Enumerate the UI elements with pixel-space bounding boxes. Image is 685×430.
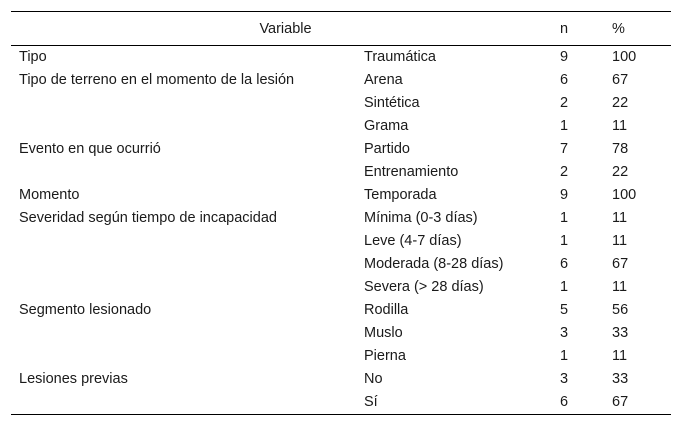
row-category: Pierna: [364, 348, 406, 364]
row-category: Arena: [364, 72, 403, 88]
row-percent: 11: [612, 210, 628, 226]
row-variable: Segmento lesionado: [19, 302, 152, 318]
table-body: [11, 46, 671, 415]
row-category: Sintética: [364, 95, 420, 111]
row-variable: Severidad según tiempo de incapacidad: [19, 210, 277, 226]
table-row: [11, 161, 671, 184]
row-category: Rodilla: [364, 302, 409, 318]
row-percent: 67: [612, 72, 629, 88]
row-category: Mínima (0-3 días): [364, 210, 478, 226]
row-percent: 56: [612, 302, 629, 318]
row-category: Temporada: [364, 187, 437, 203]
row-percent: 22: [612, 95, 629, 111]
header-n: n: [560, 12, 612, 46]
row-n: 3: [560, 325, 569, 341]
row-category: Muslo: [364, 325, 403, 341]
table-row: [11, 46, 671, 70]
header-variable: Variable: [11, 12, 560, 46]
row-variable: [11, 391, 354, 415]
row-percent: 11: [612, 233, 628, 249]
row-n: 6: [560, 391, 612, 415]
row-category: Grama: [364, 118, 409, 134]
row-n: 5: [560, 302, 569, 318]
row-percent: 78: [612, 141, 629, 157]
table-row: [11, 368, 671, 391]
row-n: 1: [560, 279, 569, 295]
row-percent: 33: [612, 371, 629, 387]
row-variable: Lesiones previas: [19, 371, 128, 387]
table-row: [11, 207, 671, 230]
row-percent: 11: [612, 118, 628, 134]
table-row: [11, 391, 671, 415]
row-variable: Evento en que ocurrió: [19, 141, 161, 157]
row-n: 6: [560, 72, 569, 88]
table-row: [11, 69, 671, 92]
row-percent: 11: [612, 279, 628, 295]
table-row: [11, 230, 671, 253]
table-row: [11, 322, 671, 345]
row-category: Sí: [354, 391, 560, 415]
row-variable: [11, 230, 354, 253]
table-row: [11, 276, 671, 299]
row-percent: 33: [612, 325, 629, 341]
row-n: 1: [560, 210, 569, 226]
table-row: [11, 299, 671, 322]
row-category: Leve (4-7 días): [364, 233, 462, 249]
row-n: 9: [560, 187, 569, 203]
table-row: [11, 345, 671, 368]
row-n: 1: [560, 118, 569, 134]
table-row: [11, 253, 671, 276]
row-variable: [11, 161, 354, 184]
row-percent: 100: [612, 187, 637, 203]
row-n: 9: [560, 49, 569, 65]
injury-table-container: [11, 11, 671, 415]
injury-characteristics-table: [11, 11, 671, 415]
row-category: Traumática: [364, 49, 436, 65]
row-n: 7: [560, 141, 569, 157]
row-variable: [11, 115, 354, 138]
row-variable: [11, 322, 354, 345]
row-percent: 100: [612, 49, 637, 65]
row-n: 1: [560, 348, 569, 364]
row-category: No: [364, 371, 383, 387]
row-variable: [11, 276, 354, 299]
row-category: Partido: [364, 141, 410, 157]
table-row: [11, 92, 671, 115]
row-n: 6: [560, 256, 569, 272]
row-variable: [11, 253, 354, 276]
row-variable: Momento: [19, 187, 80, 203]
table-row: [11, 184, 671, 207]
row-percent: 67: [612, 391, 671, 415]
row-n: 2: [560, 164, 569, 180]
table-row: [11, 115, 671, 138]
row-variable: [11, 345, 354, 368]
row-n: 1: [560, 233, 569, 249]
row-category: Severa (> 28 días): [364, 279, 484, 295]
row-variable: Tipo: [19, 49, 47, 65]
row-percent: 11: [612, 348, 628, 364]
row-category: Entrenamiento: [364, 164, 459, 180]
table-row: [11, 138, 671, 161]
row-n: 3: [560, 371, 569, 387]
row-percent: 22: [612, 164, 629, 180]
header-percent: %: [612, 12, 671, 46]
table-header: [11, 12, 671, 46]
header-row: [11, 12, 671, 46]
row-percent: 67: [612, 256, 629, 272]
row-n: 2: [560, 95, 569, 111]
row-variable: Tipo de terreno en el momento de la lesión: [19, 72, 295, 88]
row-variable: [11, 92, 354, 115]
row-category: Moderada (8-28 días): [364, 256, 504, 272]
